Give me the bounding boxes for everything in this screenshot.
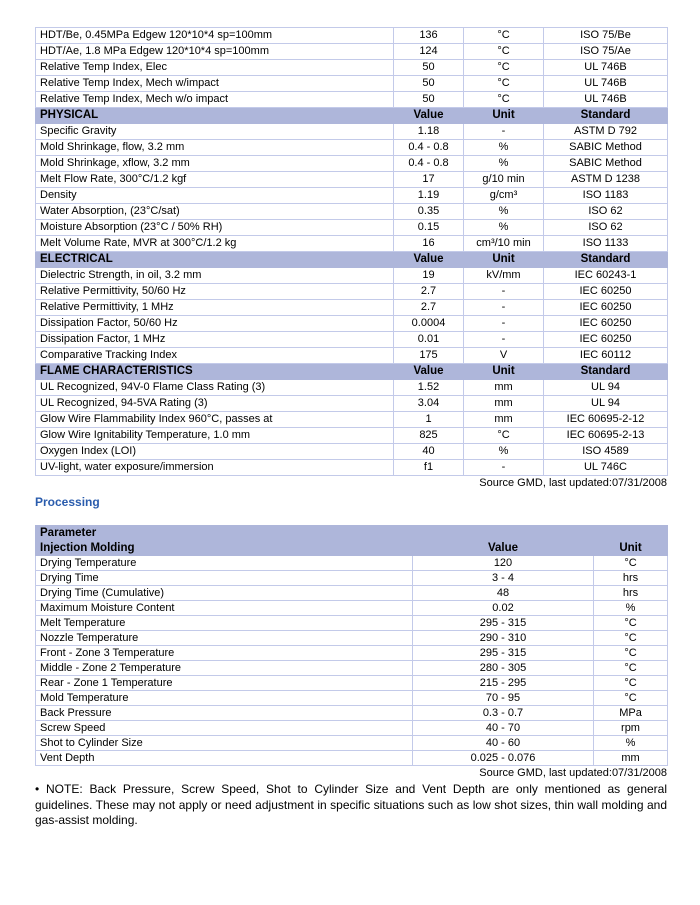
property-unit: % <box>464 140 544 156</box>
parameter-value: 0.02 <box>413 601 594 616</box>
parameter-value: 40 - 70 <box>413 721 594 736</box>
property-row <box>36 140 668 156</box>
column-header-unit: Unit <box>464 252 544 268</box>
section-header-row <box>36 108 668 124</box>
property-name: HDT/Be, 0.45MPa Edgew 120*10*4 sp=100mm <box>36 28 394 44</box>
property-value: 1.19 <box>394 188 464 204</box>
property-standard: IEC 60250 <box>544 332 668 348</box>
property-row <box>36 44 668 60</box>
property-row <box>36 236 668 252</box>
property-standard: IEC 60695-2-12 <box>544 412 668 428</box>
property-unit: % <box>464 156 544 172</box>
parameter-name: Front - Zone 3 Temperature <box>36 646 413 661</box>
parameter-name: Middle - Zone 2 Temperature <box>36 661 413 676</box>
processing-row <box>36 586 668 601</box>
property-unit: °C <box>464 76 544 92</box>
property-row <box>36 428 668 444</box>
section-header-row <box>36 252 668 268</box>
property-standard: ISO 75/Be <box>544 28 668 44</box>
parameter-name: Back Pressure <box>36 706 413 721</box>
property-name: Relative Temp Index, Mech w/o impact <box>36 92 394 108</box>
property-unit: kV/mm <box>464 268 544 284</box>
parameter-value: 40 - 60 <box>413 736 594 751</box>
property-value: 0.4 - 0.8 <box>394 140 464 156</box>
property-standard: UL 746B <box>544 92 668 108</box>
processing-row <box>36 556 668 571</box>
section-title: FLAME CHARACTERISTICS <box>36 364 394 380</box>
property-unit: °C <box>464 28 544 44</box>
property-value: 3.04 <box>394 396 464 412</box>
property-value: 175 <box>394 348 464 364</box>
property-unit: % <box>464 444 544 460</box>
property-standard: ISO 1133 <box>544 236 668 252</box>
property-row <box>36 444 668 460</box>
parameter-unit: °C <box>594 691 668 706</box>
property-unit: - <box>464 284 544 300</box>
parameter-unit: °C <box>594 661 668 676</box>
note-paragraph: • NOTE: Back Pressure, Screw Speed, Shot to Cylinder Size and Vent Depth are only mentioned as general guidelines. These may not apply or need adjustment in specific situations such as low shot sizes, thin wall molding and gas-assist molding. <box>35 782 667 827</box>
property-value: 50 <box>394 92 464 108</box>
property-standard: ISO 4589 <box>544 444 668 460</box>
property-unit: °C <box>464 428 544 444</box>
property-unit: - <box>464 316 544 332</box>
processing-row <box>36 721 668 736</box>
property-row <box>36 92 668 108</box>
property-row <box>36 28 668 44</box>
property-row <box>36 284 668 300</box>
property-row <box>36 460 668 476</box>
property-standard: IEC 60112 <box>544 348 668 364</box>
parameter-unit: hrs <box>594 571 668 586</box>
property-unit: V <box>464 348 544 364</box>
column-header-value: Value <box>413 541 594 556</box>
property-name: Mold Shrinkage, flow, 3.2 mm <box>36 140 394 156</box>
parameter-unit: rpm <box>594 721 668 736</box>
parameter-value: 3 - 4 <box>413 571 594 586</box>
property-value: 0.4 - 0.8 <box>394 156 464 172</box>
parameter-unit: % <box>594 736 668 751</box>
property-name: Relative Permittivity, 50/60 Hz <box>36 284 394 300</box>
processing-heading: Processing <box>35 495 100 509</box>
property-row <box>36 316 668 332</box>
property-name: Oxygen Index (LOI) <box>36 444 394 460</box>
column-header-standard: Standard <box>544 252 668 268</box>
parameter-name: Vent Depth <box>36 751 413 766</box>
properties-table-body <box>36 28 668 476</box>
property-unit: °C <box>464 60 544 76</box>
parameter-name: Drying Temperature <box>36 556 413 571</box>
processing-row <box>36 571 668 586</box>
property-standard: ISO 62 <box>544 204 668 220</box>
parameter-name: Rear - Zone 1 Temperature <box>36 676 413 691</box>
property-standard: ISO 1183 <box>544 188 668 204</box>
parameter-header-label: Parameter <box>36 526 668 541</box>
property-row <box>36 76 668 92</box>
property-value: 825 <box>394 428 464 444</box>
property-row <box>36 220 668 236</box>
section-header-row <box>36 364 668 380</box>
parameter-name: Screw Speed <box>36 721 413 736</box>
section-title: PHYSICAL <box>36 108 394 124</box>
properties-table <box>35 27 668 476</box>
parameter-unit: MPa <box>594 706 668 721</box>
processing-table-wrap <box>35 525 667 766</box>
datasheet-page <box>35 27 667 829</box>
property-unit: cm³/10 min <box>464 236 544 252</box>
processing-row <box>36 631 668 646</box>
parameter-header-row <box>36 526 668 541</box>
property-row <box>36 412 668 428</box>
parameter-value: 295 - 315 <box>413 646 594 661</box>
property-standard: ASTM D 1238 <box>544 172 668 188</box>
property-name: Relative Permittivity, 1 MHz <box>36 300 394 316</box>
property-name: Mold Shrinkage, xflow, 3.2 mm <box>36 156 394 172</box>
property-standard: IEC 60250 <box>544 300 668 316</box>
property-standard: UL 94 <box>544 380 668 396</box>
parameter-unit: % <box>594 601 668 616</box>
property-name: UL Recognized, 94-5VA Rating (3) <box>36 396 394 412</box>
processing-row <box>36 616 668 631</box>
property-standard: SABIC Method <box>544 156 668 172</box>
property-name: Relative Temp Index, Elec <box>36 60 394 76</box>
property-value: 17 <box>394 172 464 188</box>
property-value: 136 <box>394 28 464 44</box>
property-row <box>36 172 668 188</box>
property-name: Dielectric Strength, in oil, 3.2 mm <box>36 268 394 284</box>
parameter-name: Maximum Moisture Content <box>36 601 413 616</box>
property-value: 0.01 <box>394 332 464 348</box>
property-standard: IEC 60250 <box>544 284 668 300</box>
property-name: Glow Wire Flammability Index 960°C, passes at <box>36 412 394 428</box>
property-row <box>36 380 668 396</box>
processing-row <box>36 751 668 766</box>
property-unit: % <box>464 204 544 220</box>
source-note: Source GMD, last updated:07/31/2008 <box>479 767 667 779</box>
column-header-unit: Unit <box>464 108 544 124</box>
property-standard: ASTM D 792 <box>544 124 668 140</box>
property-unit: g/cm³ <box>464 188 544 204</box>
column-header-standard: Standard <box>544 108 668 124</box>
source-note: Source GMD, last updated:07/31/2008 <box>479 477 667 489</box>
parameter-value: 0.025 - 0.076 <box>413 751 594 766</box>
property-value: 1 <box>394 412 464 428</box>
property-standard: SABIC Method <box>544 140 668 156</box>
parameter-unit: °C <box>594 556 668 571</box>
processing-row <box>36 706 668 721</box>
property-name: Relative Temp Index, Mech w/impact <box>36 76 394 92</box>
property-row <box>36 268 668 284</box>
processing-row <box>36 661 668 676</box>
property-value: 1.52 <box>394 380 464 396</box>
property-standard: UL 746B <box>544 76 668 92</box>
parameter-name: Drying Time (Cumulative) <box>36 586 413 601</box>
property-unit: - <box>464 460 544 476</box>
property-row <box>36 396 668 412</box>
column-header-value: Value <box>394 252 464 268</box>
property-value: 1.18 <box>394 124 464 140</box>
parameter-value: 70 - 95 <box>413 691 594 706</box>
property-value: 0.35 <box>394 204 464 220</box>
property-standard: UL 94 <box>544 396 668 412</box>
property-name: Melt Volume Rate, MVR at 300°C/1.2 kg <box>36 236 394 252</box>
parameter-name: Nozzle Temperature <box>36 631 413 646</box>
parameter-name: Drying Time <box>36 571 413 586</box>
property-name: HDT/Ae, 1.8 MPa Edgew 120*10*4 sp=100mm <box>36 44 394 60</box>
parameter-value: 280 - 305 <box>413 661 594 676</box>
property-name: Dissipation Factor, 50/60 Hz <box>36 316 394 332</box>
property-unit: g/10 min <box>464 172 544 188</box>
property-unit: % <box>464 220 544 236</box>
parameter-unit: mm <box>594 751 668 766</box>
processing-row <box>36 691 668 706</box>
parameter-unit: °C <box>594 631 668 646</box>
property-name: Specific Gravity <box>36 124 394 140</box>
property-standard: IEC 60250 <box>544 316 668 332</box>
property-standard: IEC 60695-2-13 <box>544 428 668 444</box>
property-name: UL Recognized, 94V-0 Flame Class Rating (3) <box>36 380 394 396</box>
parameter-unit: °C <box>594 616 668 631</box>
property-unit: - <box>464 300 544 316</box>
property-row <box>36 332 668 348</box>
property-row <box>36 204 668 220</box>
property-value: 124 <box>394 44 464 60</box>
column-header-unit: Unit <box>594 541 668 556</box>
parameter-unit: °C <box>594 676 668 691</box>
processing-table <box>35 525 668 766</box>
property-value: 50 <box>394 60 464 76</box>
property-row <box>36 300 668 316</box>
property-value: 2.7 <box>394 300 464 316</box>
column-header-unit: Unit <box>464 364 544 380</box>
property-unit: mm <box>464 396 544 412</box>
parameter-value: 0.3 - 0.7 <box>413 706 594 721</box>
column-header-standard: Standard <box>544 364 668 380</box>
property-value: 16 <box>394 236 464 252</box>
parameter-name: Shot to Cylinder Size <box>36 736 413 751</box>
processing-table-body <box>36 526 668 766</box>
property-standard: UL 746B <box>544 60 668 76</box>
property-value: f1 <box>394 460 464 476</box>
property-row <box>36 188 668 204</box>
processing-row <box>36 676 668 691</box>
property-unit: - <box>464 124 544 140</box>
injection-molding-header-row <box>36 541 668 556</box>
property-name: Moisture Absorption (23°C / 50% RH) <box>36 220 394 236</box>
property-value: 2.7 <box>394 284 464 300</box>
property-standard: ISO 62 <box>544 220 668 236</box>
property-name: Water Absorption, (23°C/sat) <box>36 204 394 220</box>
property-name: Density <box>36 188 394 204</box>
property-unit: °C <box>464 92 544 108</box>
property-name: Comparative Tracking Index <box>36 348 394 364</box>
property-name: Glow Wire Ignitability Temperature, 1.0 mm <box>36 428 394 444</box>
property-row <box>36 348 668 364</box>
property-row <box>36 124 668 140</box>
property-name: Dissipation Factor, 1 MHz <box>36 332 394 348</box>
property-standard: IEC 60243-1 <box>544 268 668 284</box>
property-unit: - <box>464 332 544 348</box>
column-header-value: Value <box>394 108 464 124</box>
column-header-value: Value <box>394 364 464 380</box>
parameter-value: 215 - 295 <box>413 676 594 691</box>
property-value: 0.0004 <box>394 316 464 332</box>
parameter-name: Melt Temperature <box>36 616 413 631</box>
property-value: 40 <box>394 444 464 460</box>
property-value: 19 <box>394 268 464 284</box>
processing-row <box>36 736 668 751</box>
property-name: UV-light, water exposure/immersion <box>36 460 394 476</box>
property-row <box>36 60 668 76</box>
property-unit: °C <box>464 44 544 60</box>
section-title: ELECTRICAL <box>36 252 394 268</box>
property-value: 0.15 <box>394 220 464 236</box>
parameter-value: 120 <box>413 556 594 571</box>
parameter-unit: °C <box>594 646 668 661</box>
parameter-unit: hrs <box>594 586 668 601</box>
parameter-value: 290 - 310 <box>413 631 594 646</box>
property-unit: mm <box>464 412 544 428</box>
parameter-value: 295 - 315 <box>413 616 594 631</box>
property-name: Melt Flow Rate, 300°C/1.2 kgf <box>36 172 394 188</box>
processing-row <box>36 646 668 661</box>
property-value: 50 <box>394 76 464 92</box>
processing-row <box>36 601 668 616</box>
property-standard: ISO 75/Ae <box>544 44 668 60</box>
parameter-value: 48 <box>413 586 594 601</box>
parameter-name: Mold Temperature <box>36 691 413 706</box>
property-unit: mm <box>464 380 544 396</box>
injection-molding-label: Injection Molding <box>36 541 413 556</box>
property-standard: UL 746C <box>544 460 668 476</box>
property-row <box>36 156 668 172</box>
